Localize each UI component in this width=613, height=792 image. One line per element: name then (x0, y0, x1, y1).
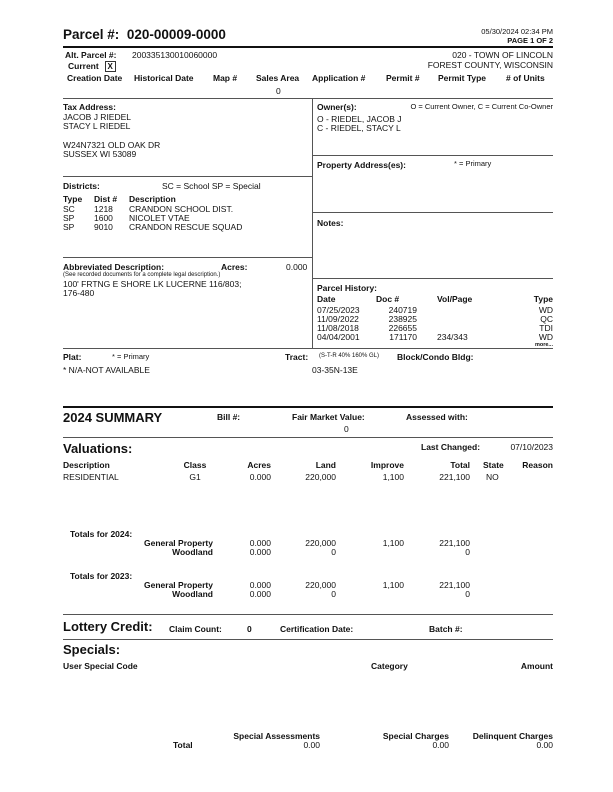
column-divider (312, 98, 313, 348)
block-condo-label: Block/Condo Bldg: (397, 352, 474, 362)
history-type: TDI (539, 323, 553, 333)
fmv-value: 0 (344, 424, 349, 434)
history-volpage (437, 315, 468, 324)
summary-title: 2024 SUMMARY (63, 410, 163, 425)
col-sales-area: Sales Area (256, 73, 300, 83)
owners-list (317, 115, 402, 133)
col-type: Type (533, 294, 553, 304)
specials-title: Specials: (63, 642, 121, 657)
totals-2024-label: Totals for 2024: (70, 529, 133, 539)
parcel-label: Parcel #: (63, 27, 120, 42)
page-title (63, 27, 226, 42)
totals-2023-label: Totals for 2023: (70, 571, 133, 581)
history-doc: 171170 (389, 332, 417, 342)
county: FOREST COUNTY, WISCONSIN (427, 60, 553, 70)
val-total: 221,100 (439, 472, 470, 482)
special-charges-value: 0.00 (432, 740, 449, 750)
divider (63, 348, 553, 349)
tract-label: Tract: (285, 352, 309, 362)
district-type: SP (63, 222, 75, 232)
totals-desc: General Property (144, 580, 213, 590)
district-desc: CRANDON RESCUE SQUAD (129, 222, 243, 232)
tax-address-line: W24N7321 OLD OAK DR (63, 140, 161, 150)
special-assessments-value: 0.00 (303, 740, 320, 750)
tax-address-names (63, 113, 131, 131)
val-col-class: Class (183, 460, 207, 470)
totals-acres: 0.000 (249, 580, 271, 590)
val-acres: 0.000 (249, 472, 271, 482)
summary-divider (63, 406, 553, 408)
district-desc: NICOLET VTAE (129, 213, 190, 223)
print-datetime: 05/30/2024 02:34 PM (481, 27, 553, 36)
legal-description (63, 280, 241, 298)
districts-legend: SC = School SP = Special (162, 181, 261, 191)
history-volpage: 234/343 (437, 332, 468, 342)
divider (63, 639, 553, 640)
plat-legend: * = Primary (112, 352, 150, 361)
district-type: SP (63, 213, 75, 223)
val-desc: RESIDENTIAL (63, 472, 119, 482)
property-address-legend: * = Primary (454, 159, 492, 168)
col-permit: Permit # (386, 73, 420, 83)
totals-land: 220,000 (305, 538, 336, 548)
history-doc: 238925 (388, 314, 417, 324)
totals-land: 220,000 (305, 580, 336, 590)
col-dist: Dist # (94, 194, 118, 204)
district-numbers (94, 205, 113, 232)
history-doc: 226655 (388, 323, 417, 333)
totals-desc: Woodland (172, 589, 213, 599)
totals-desc: Woodland (172, 547, 213, 557)
special-assessments-label: Special Assessments (233, 731, 320, 741)
notes-label: Notes: (317, 218, 344, 228)
col-volpage: Vol/Page (437, 294, 473, 304)
page-indicator: PAGE 1 OF 2 (507, 36, 553, 45)
last-changed-label: Last Changed: (421, 442, 481, 452)
totals-land: 0 (331, 547, 336, 557)
owner-line: O - RIEDEL, JACOB J (317, 114, 402, 124)
divider (63, 176, 312, 177)
abbrev-desc-label: Abbreviated Description: (63, 262, 165, 272)
legal-desc-line: 100' FRTNG E SHORE LK LUCERNE 116/803; (63, 279, 242, 289)
acres-value: 0.000 (286, 262, 308, 272)
col-historical-date: Historical Date (134, 73, 194, 83)
history-date: 11/08/2018 (317, 323, 359, 333)
val-col-acres: Acres (247, 460, 271, 470)
totals-acres: 0.000 (249, 547, 271, 557)
alt-parcel-label: Alt. Parcel #: (65, 50, 117, 60)
district-number: 9010 (94, 222, 113, 232)
col-units: # of Units (506, 73, 545, 83)
delinquent-charges-label: Delinquent Charges (472, 731, 553, 741)
legal-desc-note: (See recorded documents for a complete legal description.) (63, 272, 221, 278)
last-changed-value: 07/10/2023 (510, 442, 553, 452)
val-col-land: Land (315, 460, 336, 470)
col-type: Type (63, 194, 83, 204)
batch-label: Batch #: (429, 624, 463, 634)
owners-label: Owner(s): (317, 102, 357, 112)
divider (312, 212, 553, 213)
tax-name-line: STACY L RIEDEL (63, 121, 131, 131)
tax-name-line: JACOB J RIEDEL (63, 112, 132, 122)
history-volpages (437, 306, 468, 342)
current-label: Current (68, 61, 99, 71)
history-dates (317, 306, 360, 342)
property-address-label: Property Address(es): (317, 160, 406, 170)
district-number: 1218 (94, 204, 113, 214)
val-improve: 1,100 (382, 472, 404, 482)
acres-label: Acres: (221, 262, 248, 272)
bill-label: Bill #: (217, 412, 241, 422)
totals-improve: 1,100 (382, 580, 404, 590)
district-number: 1600 (94, 213, 113, 223)
val-col-total: Total (450, 460, 470, 470)
val-state: NO (486, 472, 499, 482)
specials-col-amount: Amount (520, 661, 553, 671)
tax-address-street (63, 141, 160, 159)
val-land: 220,000 (305, 472, 336, 482)
plat-value: * N/A-NOT AVAILABLE (63, 365, 150, 375)
history-type: WD (538, 332, 553, 342)
parcel-number: 020-00009-0000 (126, 27, 226, 42)
val-class: G1 (189, 472, 201, 482)
col-map: Map # (213, 73, 238, 83)
history-more-link[interactable]: more... (534, 342, 553, 348)
assessed-with-label: Assessed with: (406, 412, 468, 422)
divider (312, 155, 553, 156)
totals-acres: 0.000 (249, 538, 271, 548)
district-type: SC (63, 204, 75, 214)
section-divider (63, 98, 553, 99)
districts-label: Districts: (63, 181, 100, 191)
specials-total-label: Total (173, 740, 193, 750)
col-date: Date (317, 294, 336, 304)
lottery-title: Lottery Credit: (63, 619, 153, 634)
sales-area-value: 0 (276, 86, 281, 96)
divider (63, 437, 553, 438)
history-docs (380, 306, 417, 342)
delinquent-charges-value: 0.00 (536, 740, 553, 750)
current-checkbox: X (105, 61, 116, 72)
history-volpage (437, 306, 468, 315)
district-descriptions (129, 205, 242, 232)
col-creation-date: Creation Date (67, 73, 123, 83)
col-doc: Doc # (376, 294, 400, 304)
col-permit-type: Permit Type (438, 73, 487, 83)
current-flag (68, 61, 116, 72)
history-doc: 240719 (388, 305, 417, 315)
totals-total: 221,100 (439, 580, 470, 590)
tax-address-line: SUSSEX WI 53089 (63, 149, 137, 159)
totals-total: 221,100 (439, 538, 470, 548)
divider (63, 257, 312, 258)
history-date: 11/09/2022 (317, 314, 359, 324)
totals-total: 0 (465, 547, 470, 557)
tract-value: 03-35N-13E (312, 365, 358, 375)
divider (312, 278, 553, 279)
district-desc: CRANDON SCHOOL DIST. (129, 204, 234, 214)
specials-col-code: User Special Code (63, 661, 138, 671)
val-col-state: State (483, 460, 504, 470)
district-types (63, 205, 75, 232)
plat-label: Plat: (63, 352, 82, 362)
legal-desc-line: 176-480 (63, 288, 95, 298)
claim-count-value: 0 (247, 624, 252, 634)
history-date: 07/25/2023 (317, 305, 360, 315)
owners-legend: O = Current Owner, C = Current Co-Owner (410, 102, 553, 111)
history-type: WD (538, 305, 553, 315)
totals-acres: 0.000 (249, 589, 271, 599)
valuations-title: Valuations: (63, 441, 133, 456)
totals-desc: General Property (144, 538, 213, 548)
specials-col-category: Category (371, 661, 408, 671)
claim-count-label: Claim Count: (169, 624, 222, 634)
divider (63, 614, 553, 615)
special-charges-label: Special Charges (382, 731, 449, 741)
header-divider (63, 46, 553, 48)
municipality: 020 - TOWN OF LINCOLN (452, 50, 553, 60)
totals-total: 0 (465, 589, 470, 599)
val-col-improve: Improve (370, 460, 404, 470)
col-application: Application # (312, 73, 366, 83)
owner-line: C - RIEDEL, STACY L (317, 123, 401, 133)
totals-improve: 1,100 (382, 538, 404, 548)
col-description: Description (129, 194, 176, 204)
history-types (539, 306, 553, 342)
totals-land: 0 (331, 589, 336, 599)
history-date: 04/04/2001 (317, 332, 360, 342)
parcel-history-label: Parcel History: (317, 283, 377, 293)
val-col-description: Description (63, 460, 110, 470)
history-type: QC (540, 314, 553, 324)
alt-parcel-number: 200335130010060000 (132, 50, 218, 60)
val-col-reason: Reason (522, 460, 553, 470)
tract-note: (S-T-R 40% 160% GL) (319, 353, 380, 359)
fmv-label: Fair Market Value: (292, 412, 365, 422)
cert-date-label: Certification Date: (280, 624, 354, 634)
tax-address-label: Tax Address: (63, 102, 116, 112)
